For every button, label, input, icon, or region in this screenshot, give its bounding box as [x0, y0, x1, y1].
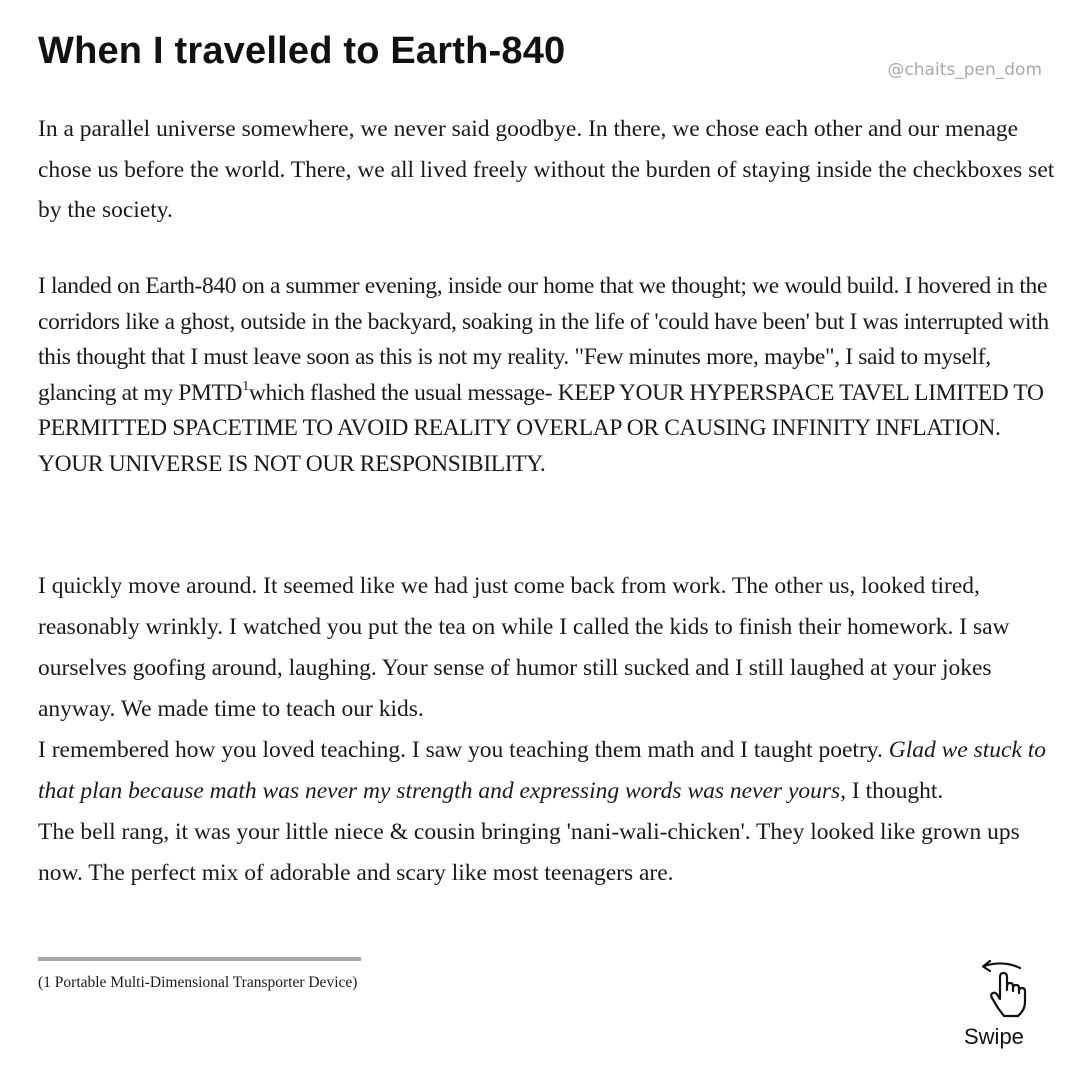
visit-text-teaching: I remembered how you loved teaching. I saw you teaching them math and I taught poetry.	[38, 737, 889, 763]
paragraph-landing	[38, 269, 1058, 482]
visit-text-thought: I thought.	[846, 778, 944, 804]
footnote-ref: 1	[242, 378, 249, 394]
swipe-label: Swipe	[964, 1024, 1024, 1049]
paragraph-visit	[38, 566, 1058, 894]
visit-thought-italic: Glad we stuck to that plan because math was never my strength and expressing words was never yours,	[38, 737, 1047, 804]
visit-text: I quickly move around. It seemed like we had just come back from work. The other us, looked tired, reasonably wrinkly. I watched you put the tea on while I called the kids to finish their homework. I saw ourselves goofing around, laughing. Your sense of humor still sucked and I still laughed at your jokes anyway. We made time to teach our kids.	[38, 573, 1010, 722]
paragraph-intro: In a parallel universe somewhere, we never said goodbye. In there, we chose each other and our menage chose us before the world. There, we all lived freely without the burden of staying inside the checkboxes set by the society.	[38, 116, 1055, 223]
swipe-hand-icon	[968, 958, 1038, 1022]
landing-text: I landed on Earth-840 on a summer evening, inside our home that we thought; we would build. I hovered in the corridors like a ghost, outside in the backyard, soaking in the life of 'could have been' but I was interrupted with this thought that I must leave soon as this is not my reality. "Few minutes more, maybe", I said to myself, glancing at my PMTD	[38, 273, 1049, 406]
landing-text-continued: which flashed the usual message-	[248, 379, 558, 406]
footnote-divider	[38, 957, 361, 961]
swipe-button[interactable]	[958, 958, 1048, 1058]
footnote: (1 Portable Multi-Dimensional Transporter Device)	[38, 974, 358, 991]
author-handle: @chaits_pen_dom	[887, 60, 1042, 80]
page-title: When I travelled to Earth-840	[38, 30, 566, 72]
visit-text-bell: The bell rang, it was your little niece & cousin bringing 'nani-wali-chicken'. They looked like grown ups now. The perfect mix of adorable and scary like most teenagers are.	[38, 819, 1020, 886]
device-message: KEEP YOUR HYPERSPACE TAVEL LIMITED TO PERMITTED SPACETIME TO AVOID REALITY OVERLAP OR CAUSING INFINITY INFLATION. YOUR UNIVERSE IS NOT OUR RESPONSIBILITY.	[38, 379, 1044, 477]
